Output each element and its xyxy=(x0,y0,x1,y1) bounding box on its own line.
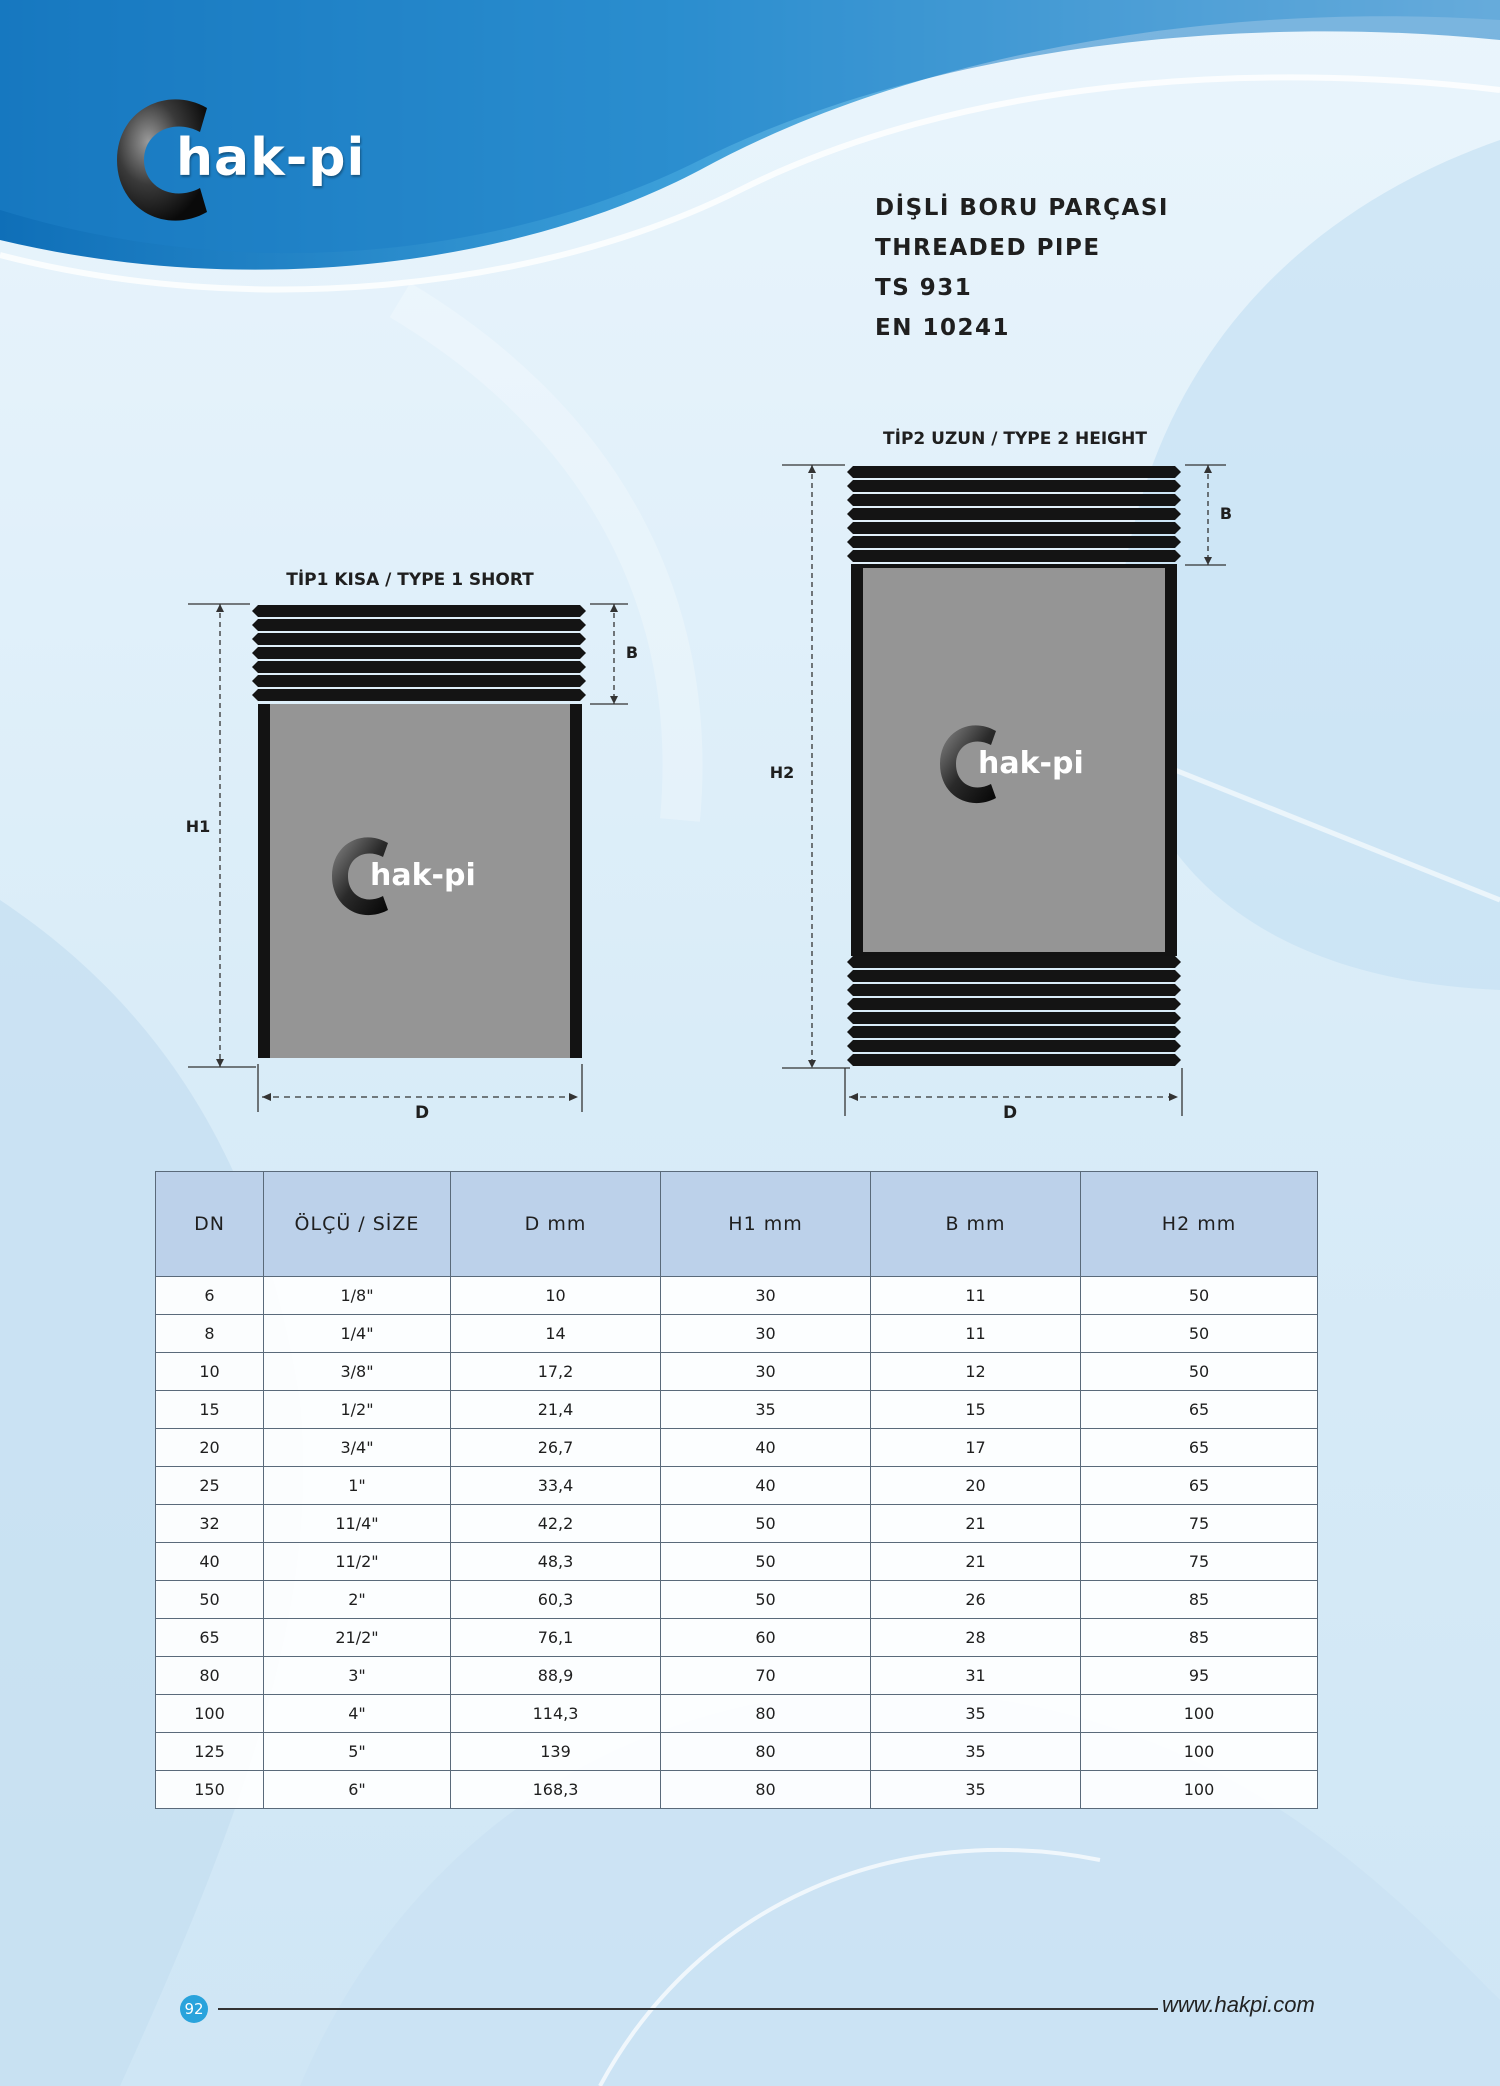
table-cell: 1/2" xyxy=(264,1391,451,1429)
table-cell: 50 xyxy=(156,1581,264,1619)
diagram-type2 xyxy=(770,427,1232,1123)
table-cell: 50 xyxy=(1081,1315,1318,1353)
table-cell: 30 xyxy=(661,1315,871,1353)
table-cell: 100 xyxy=(1081,1695,1318,1733)
table-cell: 11/4" xyxy=(264,1505,451,1543)
table-cell: 20 xyxy=(156,1429,264,1467)
table-cell: 11 xyxy=(871,1315,1081,1353)
type2-bottom-threads xyxy=(847,956,1181,1066)
table-cell: 6 xyxy=(156,1277,264,1315)
table-cell: 8 xyxy=(156,1315,264,1353)
table-cell: 1/4" xyxy=(264,1315,451,1353)
table-cell: 21 xyxy=(871,1543,1081,1581)
table-cell: 25 xyxy=(156,1467,264,1505)
table-cell: 35 xyxy=(871,1733,1081,1771)
table-cell: 139 xyxy=(451,1733,661,1771)
table-cell: 1/8" xyxy=(264,1277,451,1315)
table-cell: 4" xyxy=(264,1695,451,1733)
table-cell: 50 xyxy=(1081,1353,1318,1391)
table-cell: 3/4" xyxy=(264,1429,451,1467)
type1-title: TİP1 KISA / TYPE 1 SHORT xyxy=(286,570,534,590)
table-cell: 20 xyxy=(871,1467,1081,1505)
type2-label-d: D xyxy=(1002,1103,1018,1123)
table-cell: 65 xyxy=(1081,1391,1318,1429)
header-size: ÖLÇÜ / SİZE xyxy=(264,1172,451,1277)
type1-label-b: B xyxy=(625,643,639,662)
table-cell: 17 xyxy=(871,1429,1081,1467)
table-cell: 60 xyxy=(661,1619,871,1657)
table-row xyxy=(156,1695,1318,1733)
diagram-type1 xyxy=(186,568,638,1123)
table-cell: 50 xyxy=(1081,1277,1318,1315)
table-row xyxy=(156,1771,1318,1809)
table-cell: 48,3 xyxy=(451,1543,661,1581)
table-cell: 95 xyxy=(1081,1657,1318,1695)
table-cell: 70 xyxy=(661,1657,871,1695)
heading-standard-ts: TS 931 xyxy=(875,275,973,301)
table-cell: 88,9 xyxy=(451,1657,661,1695)
table-cell: 100 xyxy=(156,1695,264,1733)
heading-english: THREADED PIPE xyxy=(875,235,1101,261)
table-cell: 65 xyxy=(1081,1467,1318,1505)
page-number: 92 xyxy=(180,1995,208,2023)
type1-threads xyxy=(252,605,586,701)
type2-logo-text: hak-pi xyxy=(978,746,1084,781)
table-row xyxy=(156,1429,1318,1467)
table-cell: 31 xyxy=(871,1657,1081,1695)
table-cell: 3" xyxy=(264,1657,451,1695)
table-cell: 26 xyxy=(871,1581,1081,1619)
table-body xyxy=(156,1277,1318,1809)
table-cell: 85 xyxy=(1081,1581,1318,1619)
table-cell: 42,2 xyxy=(451,1505,661,1543)
table-row xyxy=(156,1619,1318,1657)
table-cell: 50 xyxy=(661,1543,871,1581)
table-cell: 40 xyxy=(661,1467,871,1505)
header-dn: DN xyxy=(156,1172,264,1277)
table-cell: 15 xyxy=(156,1391,264,1429)
table-cell: 80 xyxy=(661,1695,871,1733)
table-cell: 35 xyxy=(661,1391,871,1429)
table-cell: 80 xyxy=(661,1771,871,1809)
header-b-mm: B mm xyxy=(871,1172,1081,1277)
heading-standard-en: EN 10241 xyxy=(875,315,1010,341)
table-cell: 80 xyxy=(156,1657,264,1695)
type1-label-d: D xyxy=(414,1103,430,1123)
table-cell: 168,3 xyxy=(451,1771,661,1809)
table-cell: 21,4 xyxy=(451,1391,661,1429)
table-cell: 75 xyxy=(1081,1505,1318,1543)
header-h2-mm: H2 mm xyxy=(1081,1172,1318,1277)
type2-title: TİP2 UZUN / TYPE 2 HEIGHT xyxy=(883,429,1147,449)
table-cell: 150 xyxy=(156,1771,264,1809)
table-cell: 85 xyxy=(1081,1619,1318,1657)
dimensions-table xyxy=(155,1171,1318,1809)
table-cell: 40 xyxy=(156,1543,264,1581)
table-row xyxy=(156,1277,1318,1315)
table-cell: 12 xyxy=(871,1353,1081,1391)
table-cell: 65 xyxy=(1081,1429,1318,1467)
table-cell: 40 xyxy=(661,1429,871,1467)
table-cell: 2" xyxy=(264,1581,451,1619)
header-h1-mm: H1 mm xyxy=(661,1172,871,1277)
table-cell: 6" xyxy=(264,1771,451,1809)
table-cell: 50 xyxy=(661,1505,871,1543)
table-cell: 11/2" xyxy=(264,1543,451,1581)
table-cell: 75 xyxy=(1081,1543,1318,1581)
table-row xyxy=(156,1467,1318,1505)
table-cell: 65 xyxy=(156,1619,264,1657)
table-cell: 10 xyxy=(451,1277,661,1315)
table-cell: 125 xyxy=(156,1733,264,1771)
table-cell: 80 xyxy=(661,1733,871,1771)
table-cell: 21/2" xyxy=(264,1619,451,1657)
logo-text: hak-pi xyxy=(176,128,366,188)
table-row xyxy=(156,1315,1318,1353)
table-cell: 5" xyxy=(264,1733,451,1771)
table-cell: 60,3 xyxy=(451,1581,661,1619)
table-cell: 14 xyxy=(451,1315,661,1353)
table-cell: 1" xyxy=(264,1467,451,1505)
type1-label-h1: H1 xyxy=(185,817,211,836)
header-d-mm: D mm xyxy=(451,1172,661,1277)
table-cell: 35 xyxy=(871,1771,1081,1809)
table-cell: 10 xyxy=(156,1353,264,1391)
table-cell: 50 xyxy=(661,1581,871,1619)
table-cell: 100 xyxy=(1081,1733,1318,1771)
table-cell: 32 xyxy=(156,1505,264,1543)
table-cell: 17,2 xyxy=(451,1353,661,1391)
table-cell: 28 xyxy=(871,1619,1081,1657)
website-link[interactable]: www.hakpi.com xyxy=(1162,1992,1315,2017)
table-cell: 26,7 xyxy=(451,1429,661,1467)
table-cell: 76,1 xyxy=(451,1619,661,1657)
table-cell: 3/8" xyxy=(264,1353,451,1391)
type2-label-h2: H2 xyxy=(769,763,795,782)
table-row xyxy=(156,1353,1318,1391)
type2-top-threads xyxy=(847,466,1181,562)
table-row xyxy=(156,1733,1318,1771)
table-row xyxy=(156,1505,1318,1543)
type2-label-b: B xyxy=(1219,504,1233,523)
table-cell: 35 xyxy=(871,1695,1081,1733)
table-row xyxy=(156,1391,1318,1429)
table-cell: 30 xyxy=(661,1353,871,1391)
type1-logo-text: hak-pi xyxy=(370,858,476,893)
table-cell: 30 xyxy=(661,1277,871,1315)
table-cell: 33,4 xyxy=(451,1467,661,1505)
table-cell: 114,3 xyxy=(451,1695,661,1733)
table-row xyxy=(156,1657,1318,1695)
table-cell: 11 xyxy=(871,1277,1081,1315)
table-cell: 100 xyxy=(1081,1771,1318,1809)
table-header-row xyxy=(156,1172,1318,1277)
table-row xyxy=(156,1581,1318,1619)
footer-divider xyxy=(218,2008,1158,2010)
heading-turkish: DİŞLİ BORU PARÇASI xyxy=(875,195,1169,221)
table-cell: 15 xyxy=(871,1391,1081,1429)
table-row xyxy=(156,1543,1318,1581)
table-cell: 21 xyxy=(871,1505,1081,1543)
